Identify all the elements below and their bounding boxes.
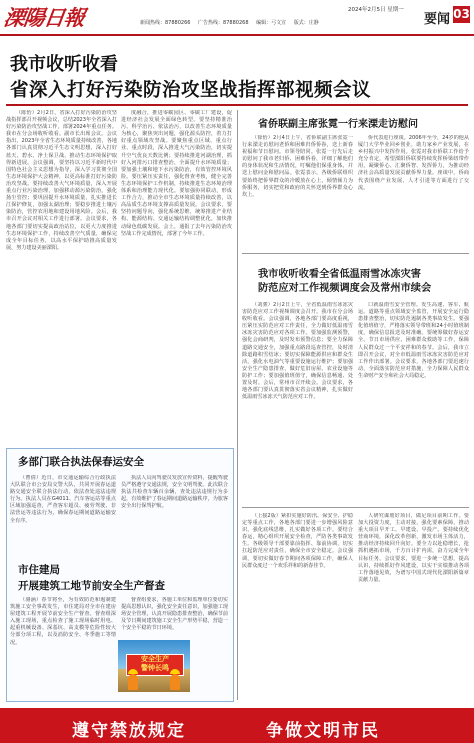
enforcement-col1: （曹倩）近日，市交通运输综合行政执法大队联合市公安局交警大队，共同开展春运道路交通安全联合执法行动，依法查处违法违规行为。执法人员在G4011、汽车客运站等重点区域加强巡查，严查客车超员、疲劳驾驶、非法营运等违法行为，确保春运期间道路运输安全有序。 bbox=[10, 475, 116, 524]
section-title: 要闻 bbox=[424, 12, 451, 27]
visit-article-col2: 侨代表进行座谈。2006年至今，24岁的他从厦门大学毕业回乡创业，助力家乡产业发展，在乡村振兴中发挥作用。张霓对我市侨联工作给予充分肯定，希望溧阳侨联要持续发挥桥梁纽带作用，凝聚侨心、汇聚侨智、发挥侨力，为推动经济社会高质量发展贡献侨界力量。座谈中，侨商代表围绕产业发展、人才引进等方面进行了交流。 bbox=[358, 135, 469, 191]
construction-headline-line1: 市住建局 bbox=[18, 564, 60, 576]
lead-article-col2: 度融合，推进零碳园区、零碳工厂建设，促进经济社会发展全面绿色转型。要坚持精准治污、科学治污、依法治污，以改善生态环境质量为核心，聚焦突出问题，强化源头防控，着力打好重点领域攻坚战。要聚焦重点区域、重点行业、重点时段，深入推进大气污染防治，切实提升空气优良天数比例；要持续推进河湖治理，抓好入河排污口排查整治，全面提升水环境质量；要加强土壤和地下水污染防治，有效管控环境风险。要压紧压实责任，强化督查考核，健全完善生态环境保护工作机制，持续推进生态环境治理体系和治理能力现代化。要加强协同联动，形成工作合力，推动全市生态环境质量持续改善，以高品质生态环境支撑高质量发展。会议要求，要坚持问题导向，强化系统思维，统筹推进产业结构、能源结构、交通运输结构调整优化，加快推动绿色低碳发展。会上，通报了去年污染防治攻坚战工作完成情况，部署了今年工作。 bbox=[121, 110, 232, 237]
visit-article-col1: （徐怡）2月4日上午，省侨联副主席张霓一行来溧走访慰问老侨和困难归侨侨眷，送上新春祝福和节日慰问。市领导陪同。张霓一行先后走访慰问了我市老归侨、困难侨眷，详细了解他们的身体状况和生活情况，叮嘱他们保重身体，并送上慰问金和慰问品。张霓表示，各级侨联组织要始终把侨界群众的冷暖放在心上，倾情倾力为侨服务，切实把党和政府的关怀送到侨界群众心坎上。 bbox=[242, 135, 353, 198]
cold-headline: 我市收听收看全省低温雨雪冰冻灾害 防范应对工作视频调度会及常州市续会 bbox=[258, 269, 432, 294]
article-divider bbox=[242, 253, 469, 254]
lead-headline-line2: 省深入打好污染防治攻坚战指挥部视频会议 bbox=[10, 80, 372, 101]
helmet-icon bbox=[170, 669, 180, 674]
enforcement-col2: 执法人员向驾驶员发放宣传资料，提醒驾驶员严格遵守交通法规，安全文明驾驶。此次联合执法共检查车辆百余辆，查处违法违规行为多起，有效维护了春运期间道路运输秩序，为旅客安全出行保驾护航。 bbox=[121, 475, 228, 510]
headline-divider bbox=[6, 104, 468, 106]
article-divider bbox=[242, 507, 469, 508]
column-divider bbox=[237, 110, 238, 700]
slogan-banner bbox=[0, 708, 474, 743]
cold-article-col4: 人研究谋划好项目，做足项目前期工作。要加大投资力度，主动对接，强化要素保障，推动重大项目早开工、早建设、早投产。要持续优化营商环境，深化改革创新，激发市场主体活力，推动经济持续回升向好。要全力以赴稳增长，抢抓机遇拓市场，千方百计扩内需，奋力完成全年目标任务。会议要求，要进一步统一思想，提高认识，持续抓好作风建设，以实干实绩推动各项工作落地见效，为谱写中国式现代化溧阳新篇章贡献力量。 bbox=[358, 513, 469, 583]
cold-article-col2: 口就温雨雪安全管理。发生高速、客车、航运、道路等重点领域安全监管，开展安全运行隐患排查整治，切实防范遏制各类事故发生。要强化值班值守，严格落实领导带班和24小时值班制度，确保信息报送及时准确。要统筹做好春运安全、节日市场供应、困难群众救助等工作，保障人民群众过一个平安祥和的春节。会后，我市立即召开会议，对全市低温雨雪冰冻灾害防范应对工作作出部署。会议要求，各地各部门要迅速行动，全面落实防范应对措施，全力保障人民群众生命财产安全和社会大局稳定。 bbox=[358, 302, 469, 379]
contact-line bbox=[140, 19, 325, 26]
cold-article-col1: （刘骏）2月2日上午，全省低温雨雪冰冻灾害防范应对工作视频调度会召开。我市在分会场收听收看。会议强调，各地各部门要高度重视，压紧压实防范应对工作责任，全力做好低温雨雪冰冻灾害防范应对各项工作。要加强监测预警，强化会商研判，及时发布预警信息；要全力保障道路交通安全，加强重点路段巡查管控，及时清除道路积雪结冰；要切实保障能源供应和群众生活，强化水电油气等重要设施运行维护；要加强安全生产隐患排查，做好危旧房屋、农业设施等防护工作；要加强值班值守，确保信息畅通、处置及时。会后，常州市召开续会。会议要求，各地各部门要认真贯彻落实省会议精神，扎实做好低温雨雪冰冻天气防范应对工作。 bbox=[242, 302, 353, 401]
editor-credit: 编辑：弓文宣 bbox=[256, 20, 287, 26]
construction-headline-line2: 开展建筑工地节前安全生产督查 bbox=[18, 580, 165, 592]
safety-photo bbox=[118, 640, 190, 692]
lead-headline-line1: 我市收听收看 bbox=[10, 54, 118, 75]
construction-col1: （骆涵）春节将至，为有效防范和遏制建筑施工安全事故发生，市住建局对全市在建房屋建筑工程开展节前安全生产督查。督查组深入施工现场，重点检查了施工现场临时用电、起重机械设备、深基坑、高支模等危险性较大分部分项工程，以及消防安全、冬季施工等情况。 bbox=[10, 597, 116, 646]
masthead bbox=[0, 0, 474, 36]
news-hotline: 新闻热线：87880266 bbox=[140, 20, 191, 26]
lead-article-col1: （陈怡）2月2日，省深入打好污染防治攻坚战指挥部召开视频会议，总结2023年全省深入打好污染防治攻坚战工作，部署2024年重点任务。我市在分会场收听收看。副市长出席会议。会议指出，2023年全省生态环境质量持续改善，各地各部门认真贯彻习近平生态文明思想，深入打好蓝天、碧水、净土保卫战，推动生态环境保护取得新进展。会议强调，要坚持以习近平新时代中国特色社会主义思想为指导，深入学习贯彻全国生态环境保护大会精神，以更高标准打好污染防治攻坚战。要持续改善大气环境质量，深入开展重点行业污染治理，加强移动源污染防治，强化扬尘管控；要巩固提升水环境质量，扎实推进长江保护修复，加强太湖治理；要稳步推进土壤污染防治，管控农用地和建设用地风险。会后，我市召开会议对相关工作进行部署。会议要求，各地各部门要切实提高政治站位，以更大力度推进生态环境保护工作，持续改善空气质量，确保完成全年目标任务，以高水平保护助推高质量发展，努力建设美丽溧阳。 bbox=[6, 110, 117, 251]
construction-col2: 督查组要求，各施工单位和监理单位要切实提高思想认识，强化安全责任意识，加强施工现场安全管理，认真开展隐患排查整治，确保节前及节日期间建筑施工安全生产形势平稳，营造一个安全平稳的节日环境。 bbox=[121, 597, 228, 632]
helmet-icon bbox=[128, 669, 138, 674]
issue-date: 2024年2月5日 星期一 bbox=[348, 7, 404, 13]
ad-hotline: 广告热线：87880268 bbox=[198, 20, 249, 26]
newspaper-logo: 溧陽日報 bbox=[2, 5, 86, 30]
cold-article-col3: （上接2版）紧扣实施好防汛、保安全、护稳定等重点工作，各地各部门要进一步增强风险意识，强化底线思维，扎实做好各项工作。要结合春运，精心组织开展安全检查，严防各类事故发生。各级领导干部要靠前指挥、靠前协调，切实扛起防范应对责任，确保全市安全稳定。会议强调，要切实做好春节期间各项保障工作，确保人民群众度过一个欢乐祥和的新春佳节。 bbox=[242, 513, 353, 569]
worker-figure bbox=[170, 674, 180, 690]
safety-sign: 安全生产 警钟长鸣 bbox=[126, 654, 184, 676]
page-number: 03 bbox=[453, 7, 470, 21]
visit-headline: 省侨联副主席张霓一行来溧走访慰问 bbox=[258, 119, 418, 130]
enforcement-headline: 多部门联合执法保春运安全 bbox=[18, 456, 144, 468]
worker-figure bbox=[128, 674, 138, 690]
slogan-right: 争做文明市民 bbox=[266, 721, 380, 741]
slogan-left: 遵守禁放规定 bbox=[72, 721, 186, 741]
designer-credit: 版式：庄静 bbox=[293, 20, 319, 26]
